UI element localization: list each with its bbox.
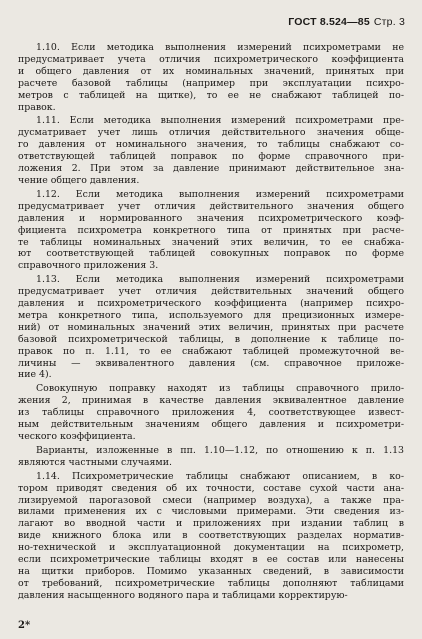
- text-line: ным действительным значениям общего давления и психрометри-: [18, 419, 404, 431]
- text-line: ют соответствующей таблицей совокупных поправок по форме: [18, 248, 404, 260]
- text-line: те таблицы номинальных значений этих величин, то ее снабжа-: [18, 236, 404, 248]
- text-line: если психрометрические таблицы входят в ее состав или нанесены: [18, 554, 404, 566]
- text-line: чение общего давления.: [18, 174, 140, 186]
- text-line: ческого коэффициента.: [18, 431, 136, 442]
- text-line: ние 4).: [18, 369, 52, 381]
- paragraph-p-1-12: [18, 189, 404, 272]
- text-line: ответствующей таблицей поправок по форме справочного при-: [18, 151, 404, 163]
- text-line: справочного приложения 3.: [18, 260, 159, 272]
- text-line: дусматривает учет лишь отличия действительного значения обще-: [18, 127, 404, 139]
- text-line: виде книжного блока или в соответствующих разделах норматив-: [18, 530, 404, 542]
- text-line: предусматривает учет отличия действительных значений общего: [18, 286, 404, 298]
- document-body: [18, 42, 404, 604]
- text-line: 1.10. Если методика выполнения измерений психрометрами не: [36, 42, 404, 53]
- text-line: 1.11. Если методика выполнения измерений психрометрами пре-: [36, 115, 404, 127]
- text-line: вилами применения их с числовыми примерами. Эти сведения из-: [18, 506, 404, 518]
- signature-mark: 2*: [18, 620, 31, 631]
- standard-number: ГОСТ 8.524—85: [288, 16, 370, 28]
- text-line: давления и психрометрического коэффициента (например психро-: [18, 298, 404, 310]
- text-line: ложения 2. При этом за давление принимают действительное зна-: [18, 163, 404, 175]
- text-line: давления насыщенного водяного пара и таблицами корректирую-: [18, 589, 348, 601]
- text-line: метров с таблицей на щитке), то ее не снабжают таблицей по-: [18, 89, 404, 101]
- paragraph-p-variants: [18, 445, 404, 469]
- paragraph-p-1-10: [18, 42, 404, 113]
- page-number: Стр. 3: [373, 16, 405, 28]
- text-line: лизируемой парогазовой смеси (например воздуха), а также пра-: [18, 494, 404, 506]
- text-line: Варианты, изложенные в пп. 1.10—1.12, по отношению к п. 1.13: [36, 444, 404, 456]
- text-line: 1.14. Психрометрические таблицы снабжают описанием, в ко-: [36, 470, 404, 482]
- text-line: ний) от номинальных значений этих величин, принятых при расчете: [18, 321, 404, 333]
- text-line: на щитки приборов. Помимо указанных сведений, в зависимости: [18, 565, 404, 577]
- text-line: являются частными случаями.: [18, 456, 172, 468]
- paragraph-p-1-11: [18, 115, 404, 186]
- text-line: фициента психрометра конкретного типа от принятых при расче-: [18, 224, 404, 236]
- text-line: и общего давления от их номинальных значений, принятых при: [18, 65, 404, 77]
- text-line: правок по п. 1.11, то ее снабжают таблицей промежуточной ве-: [18, 345, 404, 357]
- text-line: тором приводят сведения об их точности, составе сухой части ана-: [18, 482, 404, 494]
- paragraph-p-total: [18, 383, 404, 443]
- text-line: жения 2, принимая в качестве давления эквивалентное давление: [18, 395, 404, 407]
- text-line: личины — эквивалентного давления (см. справочное приложе-: [18, 357, 404, 369]
- text-line: из таблицы справочного приложения 4, соответствующее извест-: [18, 407, 404, 419]
- text-line: 1.12. Если методика выполнения измерений психрометрами: [36, 188, 404, 200]
- text-line: но-технической и эксплуатационной документации на психрометр,: [18, 542, 404, 554]
- text-line: давления и нормированного значения психрометрического коэф-: [18, 212, 404, 224]
- paragraph-p-1-14: [18, 471, 404, 602]
- text-line: предусматривает учета отличия психрометрического коэффициента: [18, 53, 404, 65]
- text-line: метра конкретного типа, используемого для прецизионных измере-: [18, 309, 404, 321]
- page-header: [288, 16, 405, 28]
- paragraph-p-1-13: [18, 274, 404, 381]
- text-line: расчете базовой таблицы (например при эксплуатации психро-: [18, 77, 404, 89]
- text-line: го давления от номинального значения, то таблицы снабжают со-: [18, 139, 404, 151]
- text-line: предусматривает учет отличия действительного значения общего: [18, 200, 404, 212]
- text-line: от требований, психрометрические таблицы дополняют таблицами: [18, 577, 404, 589]
- text-line: Совокупную поправку находят из таблицы справочного прило-: [36, 383, 404, 395]
- text-line: правок.: [18, 101, 56, 113]
- text-line: базовой психрометрической таблицы, в дополнение к таблице по-: [18, 333, 404, 345]
- text-line: 1.13. Если методика выполнения измерений психрометрами: [36, 274, 404, 286]
- text-line: лагают во вводной части и приложениях при издании таблиц в: [18, 518, 404, 530]
